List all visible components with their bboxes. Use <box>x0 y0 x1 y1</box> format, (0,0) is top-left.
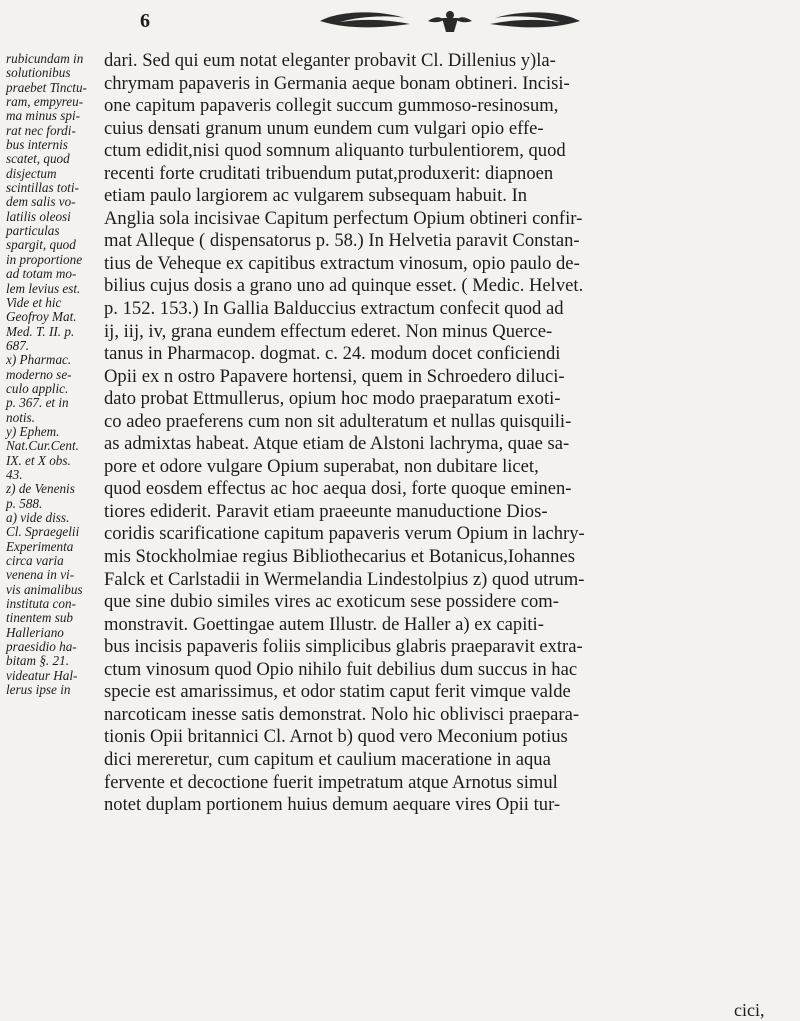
text-line: mat Alleque ( dispensatorus p. 58.) In Helvetia paravit Constan- <box>104 230 580 252</box>
text-line: tius de Veheque ex capitibus extractum vinosum, opio paulo de- <box>104 252 580 274</box>
margin-note-line: vis animalibus <box>6 581 83 597</box>
margin-note-line: spargit, quod <box>6 237 76 253</box>
text-line: cuius densati granum unum eundem cum vulgari opio effe- <box>104 117 544 139</box>
text-line: pore et odore vulgare Opium superabat, non dubitare licet, <box>104 455 539 477</box>
text-line: mis Stockholmiae regius Bibliothecarius et Botanicus,Iohannes <box>104 546 575 568</box>
margin-note-line: circa varia <box>6 553 64 569</box>
margin-note-line: Vide et hic <box>6 294 62 310</box>
margin-note-line: moderno se- <box>6 366 72 382</box>
margin-note-line: tinentem sub <box>6 610 74 626</box>
text-line: Opii ex n ostro Papavere hortensi, quem in Schroedero diluci- <box>104 365 565 387</box>
text-line: tanus in Pharmacop. dogmat. c. 24. modum docet conficiendi <box>104 343 561 365</box>
text-line: ctum vinosum quod Opio nihilo fuit debilius dum succus in hac <box>104 658 578 680</box>
margin-note-line: in proportione <box>6 251 83 267</box>
text-line: fervente et decoctione fuerit impetratum atque Arnotus simul <box>104 771 558 793</box>
text-line: bus incisis papaveris foliis simplicibus glabris praeparavit extra- <box>104 636 583 658</box>
margin-note-line: latilis oleosi <box>6 208 71 224</box>
text-line: chrymam papaveris in Germania aeque bonam obtineri. Incisi- <box>104 72 570 94</box>
margin-note-line: rat nec fordi- <box>6 122 76 138</box>
text-line: dici mereretur, cum capitum et caulium maceratione in aqua <box>104 748 551 770</box>
margin-note-line: y) Ephem. <box>6 423 60 439</box>
margin-note-line: culo applic. <box>6 380 69 396</box>
margin-note-line: ad totam mo- <box>6 266 77 282</box>
header-ornament-icon <box>310 6 590 36</box>
margin-note-line: notis. <box>6 409 35 425</box>
margin-note-line: disjectum <box>6 165 57 181</box>
catchword: cici, <box>734 1000 765 1020</box>
text-line: que sine dubio similes vires ac exoticum sese possidere com- <box>104 591 559 613</box>
margin-note-line: p. 367. et in <box>6 395 69 411</box>
margin-note-line: ram, empyreu- <box>6 94 84 110</box>
margin-note-line: scatet, quod <box>6 151 70 167</box>
margin-note-line: videatur Hal- <box>6 667 78 683</box>
margin-note-line: 687. <box>6 337 30 353</box>
text-line: dari. Sed qui eum notat eleganter probavit Cl. Dillenius y)la- <box>104 50 556 71</box>
margin-note-line: scintillas toti- <box>6 180 79 196</box>
text-line: monstravit. Goettingae autem Illustr. de Haller a) ex capiti- <box>104 613 544 635</box>
margin-note-line: bus internis <box>6 137 68 153</box>
margin-note-line: p. 588. <box>6 495 43 511</box>
margin-note-line: Experimenta <box>6 538 74 554</box>
margin-note-line: Geofroy Mat. <box>6 309 77 325</box>
text-line: specie est amarissimus, et odor statim caput ferit vimque valde <box>104 681 571 703</box>
text-line: coridis scarificatione capitum papaveris verum Opium in lachry- <box>104 523 585 545</box>
margin-note-line: Cl. Spraegelii <box>6 524 80 540</box>
text-line: dato probat Ettmullerus, opium hoc modo praeparatum exoti- <box>104 388 561 410</box>
margin-note-line: praesidio ha- <box>6 639 77 655</box>
margin-note-line: instituta con- <box>6 596 76 612</box>
margin-note-line: bitam §. 21. <box>6 653 70 669</box>
margin-note-line: 43. <box>6 466 23 482</box>
margin-note-line: x) Pharmac. <box>6 352 72 368</box>
margin-note-line: lem levius est. <box>6 280 81 296</box>
margin-note-line: ma minus spi- <box>6 108 80 124</box>
margin-note-line: z) de Venenis <box>6 481 75 497</box>
margin-note-line: solutionibus <box>6 65 71 81</box>
text-line: Falck et Carlstadii in Wermelandia Lindestolpius z) quod utrum- <box>104 568 585 590</box>
text-line: narcoticam inesse satis demonstrat. Nolo hic oblivisci praepara- <box>104 703 580 725</box>
margin-note-line: lerus ipse in <box>6 682 71 698</box>
margin-note-line: Halleriano <box>6 624 64 640</box>
margin-note-line: Med. T. II. p. <box>6 323 75 339</box>
text-line: one capitum papaveris collegit succum gummoso-resinosum, <box>104 95 559 117</box>
margin-note-line: venena in vi- <box>6 567 75 583</box>
text-line: etiam paulo largiorem ac vulgarem subsequam habuit. In <box>104 185 528 207</box>
text-line: as admixtas habeat. Atque etiam de Alstoni lachryma, quae sa- <box>104 433 570 455</box>
margin-note-line: a) vide diss. <box>6 510 70 525</box>
text-line: quod eosdem effectus ac hoc aequa dosi, forte quoque eminen- <box>104 478 572 500</box>
text-line: ij, iij, iv, grana eundem effectum ederet. Non minus Querce- <box>104 320 553 342</box>
margin-note-line: dem salis vo- <box>6 194 76 210</box>
main-text-column <box>104 50 794 817</box>
margin-note-line: Nat.Cur.Cent. <box>6 438 79 454</box>
text-line: co adeo praeferens cum non sit adulteratum et nullas quisquili- <box>104 410 572 432</box>
marginal-notes <box>6 52 102 697</box>
page-number: 6 <box>140 10 150 32</box>
text-line: tiores ediderit. Paravit etiam praeeunte manuductione Dios- <box>104 500 548 522</box>
text-line: Anglia sola incisivae Capitum perfectum Opium obtineri confir- <box>104 207 583 229</box>
text-line: ctum edidit,nisi quod somnum aliquanto turbulentiorem, quod <box>104 140 566 162</box>
margin-note-line: praebet Tinctu- <box>6 79 87 95</box>
margin-note-line: rubicundam in <box>6 51 84 66</box>
margin-note-line: particulas <box>6 223 60 239</box>
text-line: notet duplam portionem huius demum aequare vires Opii tur- <box>104 794 561 816</box>
text-line: bilius cujus dosis a grano uno ad quinque esset. ( Medic. Helvet. <box>104 275 584 297</box>
margin-note-line: IX. et X obs. <box>6 452 71 468</box>
text-line: p. 152. 153.) In Gallia Balduccius extractum confecit quod ad <box>104 298 564 320</box>
text-line: recenti forte cruditati tribuendum putat,produxerit: diapnoen <box>104 162 554 184</box>
text-line: tionis Opii britannici Cl. Arnot b) quod vero Meconium potius <box>104 726 568 748</box>
